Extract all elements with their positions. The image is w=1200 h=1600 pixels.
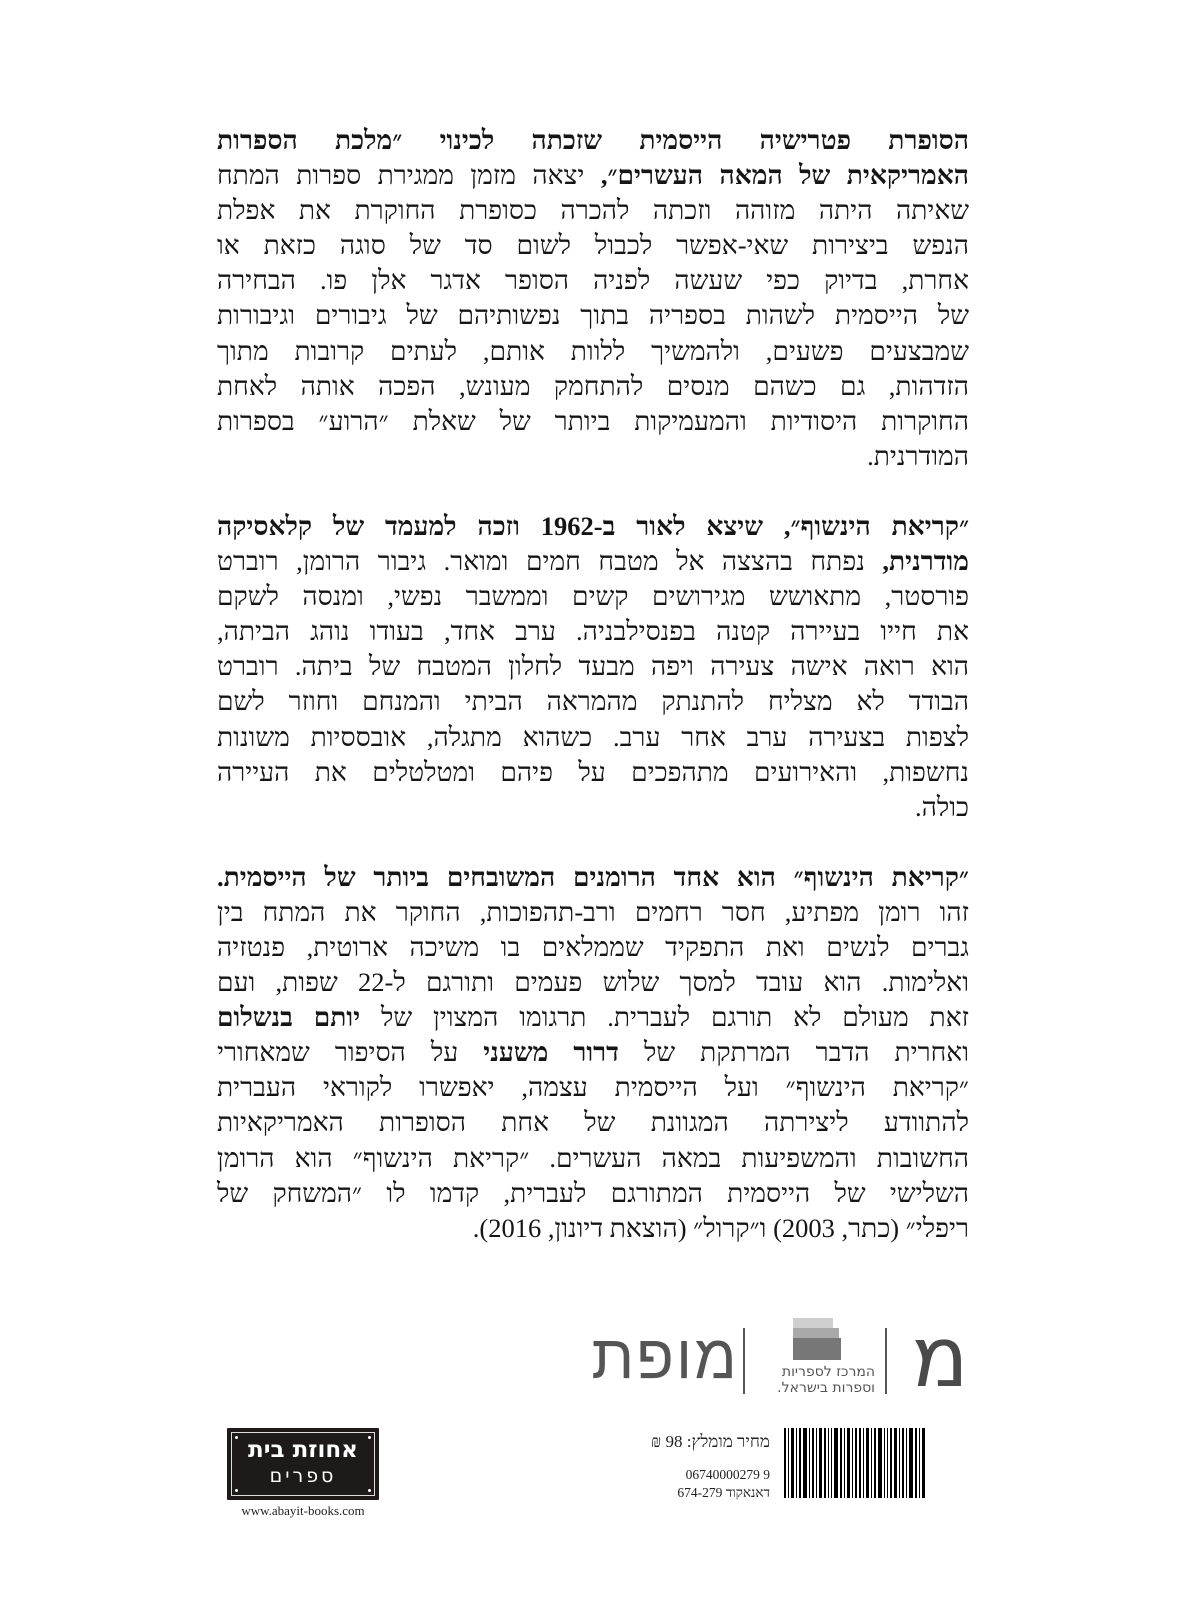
text-segment: ״קריאת הינשוף״ ועל הייסמית עצמה, יאפשרו לקוראי העברית bbox=[217, 1072, 969, 1103]
text-line bbox=[217, 720, 969, 755]
text-segment: שמבצעים פשעים, ולהמשיך ללוות אותם, לעתים קרובות מתוך bbox=[217, 335, 969, 366]
logo-block-icon bbox=[793, 1338, 841, 1360]
text-line bbox=[217, 263, 969, 298]
text-segment: יצאה מזמן ממגירת ספרות המתח bbox=[217, 160, 601, 191]
text-line bbox=[217, 1105, 969, 1140]
text-segment: השלישי של הייסמית המתורגם לעברית, קדמו לו ״המשחק של bbox=[217, 1177, 969, 1208]
logo-block-icon bbox=[793, 1328, 839, 1338]
logo-divider bbox=[743, 1328, 745, 1394]
text-segment: שאיתה היתה מזוהה וזכתה להכרה כסופרת החוקרת את אפלת bbox=[217, 195, 969, 226]
barcode-number: 06740000279 9 bbox=[685, 1467, 770, 1482]
text-segment: כולה. bbox=[915, 791, 969, 822]
library-center-line2: וספרות בישראל. bbox=[777, 1380, 875, 1396]
bold-text: ״קריאת הינשוף״, שיצא לאור ב-1962 וזכה למעמד של קלאסיקה bbox=[217, 510, 970, 541]
text-line bbox=[217, 684, 969, 719]
text-line bbox=[217, 614, 969, 649]
text-line bbox=[217, 123, 969, 158]
text-segment: הנפש ביצירות שאי-אפשר לכבול לשום סד של סוגה כזאת או bbox=[217, 230, 969, 261]
text-line bbox=[217, 1141, 969, 1176]
text-segment: על הסיפור שמאחורי bbox=[217, 1037, 484, 1068]
text-segment: הבודד לא מצליח להתנתק מהמראה הביתי והמנחם וחוזר לשם bbox=[217, 686, 969, 717]
text-line bbox=[217, 228, 969, 263]
text-segment: הוא רואה אישה צעירה ויפה מבעד לחלון המטבח של ביתה. רוברט bbox=[217, 651, 969, 682]
text-segment: נחשפות, והאירועים מתהפכים על פיהם ומטלטלים את העיירה bbox=[217, 756, 969, 787]
publisher-logo bbox=[227, 1428, 379, 1500]
text-segment: המודרנית. bbox=[867, 440, 969, 471]
bold-text: דרור משעני bbox=[483, 1037, 619, 1068]
text-line bbox=[217, 649, 969, 684]
text-line bbox=[217, 1035, 969, 1070]
paragraph bbox=[217, 860, 969, 1246]
library-center-logo bbox=[755, 1318, 875, 1396]
text-segment: החוקרות היסודיות והמעמיקות ביותר של שאלת ״הרוע״ בספרות bbox=[217, 405, 969, 436]
text-segment: לצפות בצעירה ערב אחר ערב. כשהוא מתגלה, אובססיות משונות bbox=[217, 721, 969, 752]
text-segment: זאת מעולם לא תורגם לעברית. תרגומו המצוין של bbox=[360, 1002, 970, 1033]
bold-text: יותם בנשלום bbox=[217, 1002, 361, 1033]
text-segment: אחרת, בדיוק כפי שעשה לפניה הסופר אדגר אלן פו. הבחירה bbox=[217, 265, 969, 296]
text-line bbox=[217, 193, 969, 228]
bold-text: האמריקאית של המאה העשרים״, bbox=[600, 160, 969, 191]
text-line bbox=[217, 790, 969, 825]
text-line bbox=[217, 439, 969, 474]
text-line bbox=[217, 579, 969, 614]
barcode-icon bbox=[784, 1428, 972, 1498]
logos-row bbox=[590, 1308, 980, 1406]
library-center-line1: המרכז לספריות bbox=[781, 1364, 875, 1380]
badge-dot bbox=[368, 1489, 371, 1492]
badge-dot bbox=[235, 1489, 238, 1492]
text-segment: להתוודע ליצירתה המגוונת של אחת הסופרות האמריקאיות bbox=[217, 1107, 969, 1138]
text-segment: ואחרית הדבר המרתקת של bbox=[618, 1037, 969, 1068]
text-segment: החשובות והמשפיעות במאה העשרים. ״קריאת הינשוף״ הוא הרומן bbox=[217, 1142, 969, 1173]
publisher-subtitle: ספרים bbox=[269, 1465, 337, 1487]
text-line bbox=[217, 509, 969, 544]
bold-text: מודרנית, bbox=[882, 546, 969, 577]
text-line bbox=[217, 158, 969, 193]
text-line bbox=[217, 1176, 969, 1211]
text-line bbox=[217, 1070, 969, 1105]
text-segment: פורסטר, מתאושש מגירושים קשים וממשבר נפשי, ומנסה לשקם bbox=[217, 581, 969, 612]
text-segment: ריפלי״ (כתר, 2003) ו״קרול״ (הוצאת דיונון, 2016). bbox=[472, 1212, 969, 1243]
text-line bbox=[217, 1000, 969, 1035]
text-segment: גברים לנשים ואת התפקיד שממלאים בו משיכה ארוטית, פנטזיה bbox=[217, 931, 969, 962]
text-line bbox=[217, 860, 969, 895]
publisher-name: אחוזת בית bbox=[248, 1437, 358, 1463]
blurb-text bbox=[217, 123, 969, 1281]
text-line bbox=[217, 334, 969, 369]
text-line bbox=[217, 1211, 969, 1246]
text-line bbox=[217, 755, 969, 790]
logo-divider bbox=[885, 1328, 887, 1394]
text-segment: נפתח בהצצה אל מטבח חמים ומואר. גיבור הרומן, רוברט bbox=[217, 546, 883, 577]
text-line bbox=[217, 544, 969, 579]
text-line bbox=[217, 369, 969, 404]
text-line bbox=[217, 930, 969, 965]
text-line bbox=[217, 965, 969, 1000]
text-segment: זהו רומן מפתיע, חסר רחמים ורב-תהפוכות, החוקר את המתח בין bbox=[217, 896, 969, 927]
publisher-website: www.abayit-books.com bbox=[241, 1503, 365, 1518]
mofet-logo: מופת bbox=[591, 1320, 739, 1393]
text-line bbox=[217, 298, 969, 333]
bold-text: הסופרת פטרישיה הייסמית שזכתה לכינוי ״מלכת הספרות bbox=[217, 125, 969, 155]
text-segment: של הייסמית לשהות בספריה בתוך נפשותיהם של גיבורים וגיבורות bbox=[217, 300, 969, 331]
mem-logo-icon: מ bbox=[911, 1308, 969, 1406]
text-segment: את חייו בעיירה קטנה בפנסילבניה. ערב אחד, בעודו נוהג הביתה, bbox=[217, 616, 969, 647]
text-line bbox=[217, 895, 969, 930]
paragraph bbox=[217, 123, 969, 474]
danacode: דאנאקוד 674-279 bbox=[677, 1485, 770, 1500]
text-segment: ואלימות. הוא עובד למסך שלוש פעמים ותורגם ל-22 שפות, ועם bbox=[217, 967, 969, 998]
library-center-name bbox=[755, 1364, 875, 1396]
recommended-price: מחיר מומלץ: 98 ₪ bbox=[650, 1432, 770, 1451]
logo-block-icon bbox=[793, 1318, 833, 1328]
text-segment: הזדהות, גם כשהם מנסים להתחמק מעונש, הפכה אותה לאחת bbox=[217, 370, 969, 401]
text-line bbox=[217, 404, 969, 439]
paragraph bbox=[217, 509, 969, 825]
bold-text: ״קריאת הינשוף״ הוא אחד הרומנים המשובחים ביותר של הייסמית. bbox=[217, 861, 969, 892]
